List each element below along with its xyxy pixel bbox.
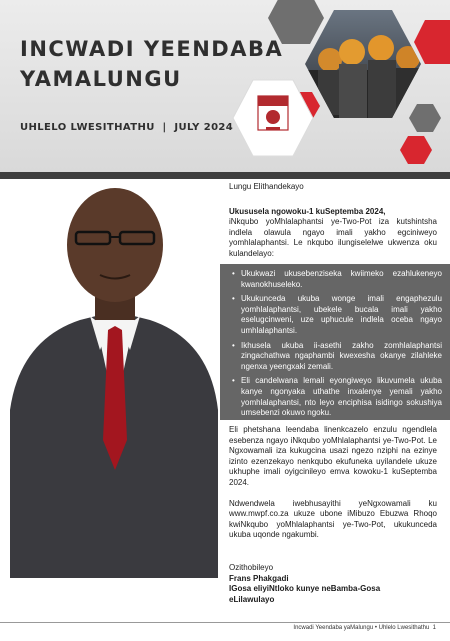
grey-hexagon-right: [409, 104, 441, 132]
newsletter-title: [20, 34, 283, 94]
footer-title: Incwadi Yeendaba yaMalungu: [293, 625, 374, 631]
paragraph-website: Ndwendwela iwebhusayithi yeNgxowamali ku www.mwpf.co.za ukuze ubone iMibuzo Ebuzwa Rhoqo kwiNkqubo yoMhlalaphantsi ye-Two-Pot, ukukunceda ukuba uqonde ngakumbi.: [229, 498, 437, 540]
red-hexagon-right: [414, 20, 450, 64]
issue-line: [20, 122, 233, 133]
closing: Ozithobileyo: [229, 563, 274, 572]
issue-separator: |: [162, 122, 167, 133]
signature-block: [229, 563, 439, 605]
signer-name: Frans Phakgadi: [229, 573, 289, 583]
title-line-1: INCWADI YEENDABA: [20, 37, 284, 61]
list-item: • Ukukunceda ukuba wonge imali engaphezulu yomhlalaphantsi, ubekele bucala imali yakho eselugcinweni, uze uphucule indlela oceba ngayo umhlalaphantsi.: [232, 294, 442, 335]
intro-bold: Ukususela ngowoku-1 kuSeptemba 2024,: [229, 206, 386, 216]
letter-column: [229, 182, 437, 260]
list-item: • Ukukwazi ukusebenziseka kwiimeko ezahlukeneyo kwanokhuseleko.: [232, 269, 442, 289]
footer-bullet: •: [374, 625, 377, 631]
salutation: Lungu Elithandekayo: [229, 182, 304, 191]
signer-title-1: IGosa eliyiNtloko kunye neBamba-Gosa: [229, 584, 381, 594]
header-divider: [0, 172, 450, 179]
paragraph-newsletter-info: Eli phetshana leendaba linenkcazelo enzulu ngendlela esebenza ngayo iNkqubo yoMhlalaphantsi ye-Two-Pot. Le Ngxowamali iza kukugcina usazi ngezo nziphi na ezinye izinto ezenzekayo nenkqubo ekufuneka uyilandele ukuze ukhuphe imali oyigcinileyo emva kowoku-1 kuSeptemba 2024.: [229, 425, 437, 487]
red-hexagon-bottom: [400, 136, 432, 164]
issue-label: UHLELO LWESITHATHU: [20, 122, 155, 133]
footer-divider: [0, 622, 450, 623]
bullet-icon: •: [232, 376, 235, 386]
intro-text: iNkqubo yoMhlalaphantsi ye-Two-Pot iza kutshintsha indlela olawula ngayo imali yakho egciniweyo yomhlalaphantsi. Le nkqubo ilungiselelwe ukwenza oku kulandelayo:: [229, 217, 437, 258]
issue-date: JULY 2024: [174, 122, 234, 133]
signer-title-2: eLilawulayo: [229, 594, 275, 604]
benefits-list: [232, 269, 442, 423]
letter-body: [229, 425, 437, 551]
principal-officer-photo: [0, 180, 222, 578]
list-item: • Ikhusela ukuba ii-asethi zakho zomhlalaphantsi zingachathwa ngaphambi kwexesha okanye zilahleke ngenxa yeengxaki zemali.: [232, 340, 442, 371]
page-footer: [293, 625, 436, 631]
list-item: • Eli candelwana lemali eyongiweyo likuvumela ukuba kanye ngonyaka uthathe inxalenye yemali yakho yomhlalaphantsi, nto leyo enciphisa isidingo sokushiya umsebenzi okuwo ngoku.: [232, 376, 442, 418]
header-banner: [0, 0, 450, 172]
page-number: 1: [432, 625, 436, 631]
bullet-icon: •: [232, 269, 235, 278]
title-line-2: YAMALUNGU: [20, 67, 182, 91]
footer-issue: Uhlelo Lwesithathu: [378, 625, 430, 631]
bullet-icon: •: [232, 340, 235, 350]
bullet-icon: •: [232, 294, 235, 304]
